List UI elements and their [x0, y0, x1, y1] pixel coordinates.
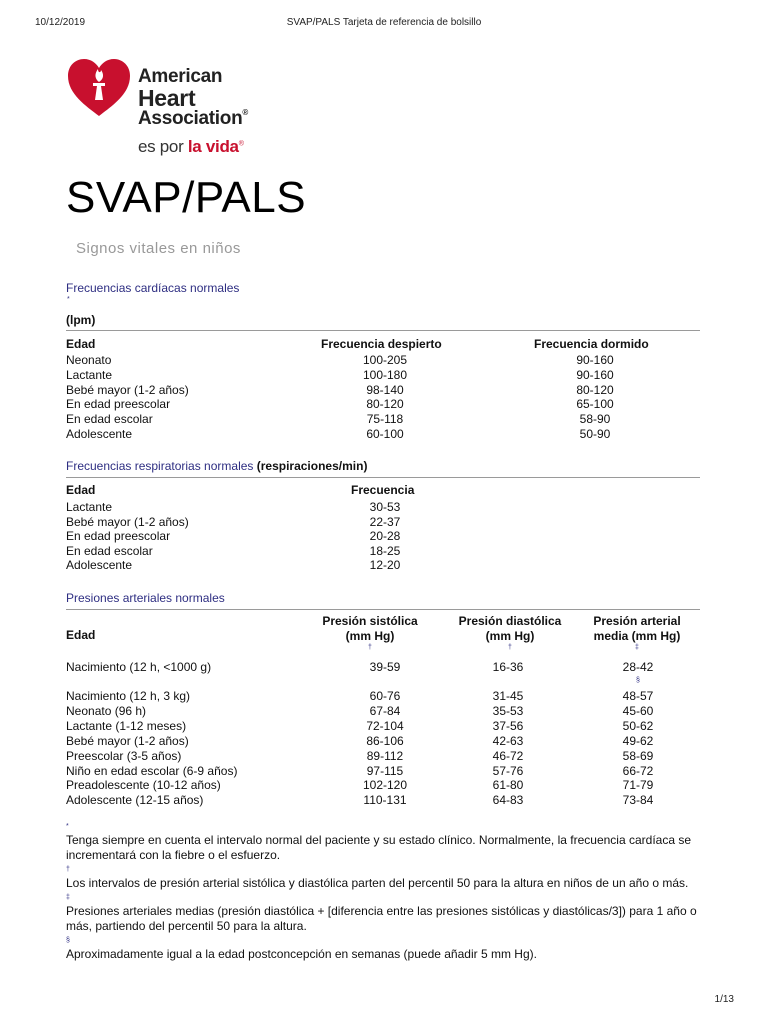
table-cell-systolic: 89-112 [366, 748, 404, 763]
table-row [0, 368, 768, 383]
table-row [0, 749, 768, 764]
footnote-mark: * [66, 823, 69, 830]
table-cell-map: 45-60 [622, 703, 654, 718]
table-row [0, 719, 768, 734]
col-header-awake: Frecuencia despierto [321, 337, 442, 351]
table-cell-rate: 12-20 [369, 558, 401, 573]
col-header-asleep: Frecuencia dormido [534, 337, 649, 351]
table-cell-systolic: 102-120 [362, 778, 408, 793]
systolic-footnote-mark: † [368, 644, 372, 651]
col-header-age: Edad [66, 337, 96, 351]
divider [66, 330, 700, 331]
table-cell-systolic: 86-106 [366, 733, 404, 748]
table-row [0, 397, 768, 412]
footnote-mark: § [66, 937, 70, 944]
resp-rate-section-title: Frecuencias respiratorias normales (respiraciones/min) [66, 459, 368, 473]
table-cell-age: Preadolescente (10-12 años) [66, 778, 221, 793]
footnote-text: Tenga siempre en cuenta el intervalo normal del paciente y su estado clínico. Normalmente, la frecuencia cardíaca se incrementará con la fiebre o el esfuerzo. [66, 833, 692, 862]
table-cell-age: Adolescente [66, 427, 133, 441]
footnote-text: Los intervalos de presión arterial sistólica y diastólica parten del percentil 50 para la altura en niños de un año o más. [66, 876, 689, 890]
table-cell-map: 49-62 [622, 733, 654, 748]
table-cell-systolic: 60-76 [369, 689, 401, 703]
table-row [0, 689, 768, 704]
table-cell-asleep: 90-160 [576, 353, 614, 367]
table-cell-age: Neonato [66, 353, 112, 367]
logo-line-heart: Heart [138, 85, 196, 111]
table-cell-age: En edad preescolar [66, 529, 171, 544]
col-header-systolic: Presión sistólica (mm Hg) [322, 614, 418, 643]
heart-rate-section-title: Frecuencias cardíacas normales [66, 281, 240, 295]
page-subtitle: Signos vitales en niños [76, 240, 241, 257]
table-row [0, 704, 768, 719]
table-cell-age: Bebé mayor (1-2 años) [66, 382, 189, 397]
col-header-map: Presión arterial media (mm Hg) [593, 614, 681, 643]
table-cell-age: Nacimiento (12 h, <1000 g) [66, 660, 212, 674]
table-cell-awake: 98-140 [366, 382, 404, 397]
table-cell-diastolic: 35-53 [492, 703, 524, 718]
table-cell-age: Nacimiento (12 h, 3 kg) [66, 689, 191, 703]
table-cell-map: 28-42 [622, 660, 654, 674]
table-cell-age: Preescolar (3-5 años) [66, 748, 182, 763]
table-cell-age: Bebé mayor (1-2 años) [66, 733, 189, 748]
table-cell-diastolic: 61-80 [492, 778, 524, 793]
table-cell-diastolic: 31-45 [492, 689, 524, 703]
heart-rate-footnote-mark: * [67, 296, 70, 303]
table-cell-age: Lactante (1-12 meses) [66, 718, 187, 733]
logo-line-association: Association® [138, 108, 249, 129]
table-row [0, 529, 768, 544]
table-cell-map: 58-69 [622, 748, 654, 763]
table-cell-map: 48-57 [622, 689, 654, 703]
table-cell-rate: 18-25 [369, 543, 401, 558]
footnote [66, 866, 706, 891]
table-cell-age: Adolescente (12-15 años) [66, 793, 204, 808]
logo-line-american: American [138, 66, 223, 87]
table-row [0, 353, 768, 368]
table-cell-systolic: 67-84 [369, 703, 401, 718]
table-cell-rate: 20-28 [369, 529, 401, 544]
table-cell-age: En edad escolar [66, 543, 153, 558]
table-row [0, 778, 768, 793]
diastolic-footnote-mark: † [508, 644, 512, 651]
table-row [0, 734, 768, 749]
table-cell-asleep: 80-120 [576, 382, 614, 397]
table-cell-awake: 100-205 [362, 353, 408, 367]
page-title: SVAP/PALS [66, 173, 307, 222]
print-date: 10/12/2019 [35, 17, 86, 28]
table-cell-age: En edad preescolar [66, 397, 171, 412]
table-row [0, 427, 768, 442]
footnote [66, 823, 706, 863]
bp-section-title: Presiones arteriales normales [66, 591, 225, 605]
table-row [0, 500, 768, 515]
footnote-mark: † [66, 866, 70, 873]
col-header-diastolic: Presión diastólica (mm Hg) [458, 614, 562, 643]
col-header-age: Edad [66, 628, 96, 642]
table-cell-rate: 30-53 [369, 500, 401, 514]
footnote-text: Aproximadamente igual a la edad postconcepción en semanas (puede añadir 5 mm Hg). [66, 947, 537, 961]
table-cell-age: Bebé mayor (1-2 años) [66, 514, 189, 529]
table-cell-diastolic: 42-63 [492, 733, 524, 748]
table-row [0, 515, 768, 530]
table-cell-diastolic: 37-56 [492, 718, 524, 733]
footnotes [66, 820, 706, 962]
table-cell-systolic: 72-104 [366, 718, 404, 733]
col-header-rate: Frecuencia [351, 483, 415, 497]
table-cell-age: Adolescente [66, 558, 133, 573]
table-cell-map: 66-72 [622, 763, 654, 778]
table-cell-asleep: 90-160 [576, 367, 614, 382]
col-header-age: Edad [66, 483, 96, 497]
footnote-text: Presiones arteriales medias (presión diastólica + [diferencia entre las presiones sistólicas y diastólicas/3]) para 1 año o más, partiendo del percentil 50 para la altura. [66, 904, 697, 933]
map-footnote-mark: § [636, 677, 640, 684]
table-cell-age: Lactante [66, 500, 113, 514]
table-cell-asleep: 65-100 [576, 397, 614, 412]
table-cell-age: Neonato (96 h) [66, 703, 147, 718]
table-cell-awake: 75-118 [366, 412, 404, 427]
table-row [0, 558, 768, 573]
table-cell-awake: 80-120 [366, 397, 404, 412]
table-cell-diastolic: 16-36 [492, 660, 524, 674]
table-cell-awake: 100-180 [362, 367, 408, 382]
logo-tagline: es por la vida® [138, 137, 244, 156]
heart-rate-unit: (lpm) [66, 313, 96, 327]
table-cell-map: 50-62 [622, 718, 654, 733]
divider [66, 477, 700, 478]
map-footnote-mark: ‡ [635, 644, 639, 651]
table-cell-diastolic: 57-76 [492, 763, 524, 778]
table-cell-systolic: 97-115 [366, 763, 404, 778]
page-number: 1/13 [714, 994, 734, 1005]
table-row [0, 764, 768, 779]
table-cell-map: 73-84 [622, 793, 654, 808]
table-row [0, 793, 768, 808]
table-cell-diastolic: 64-83 [492, 793, 524, 808]
footnote [66, 937, 706, 962]
table-cell-map: 71-79 [622, 778, 654, 793]
aha-heart-torch-icon [66, 56, 132, 118]
table-cell-age: Niño en edad escolar (6-9 años) [66, 763, 238, 778]
table-cell-asleep: 58-90 [579, 412, 611, 427]
table-cell-systolic: 39-59 [369, 660, 401, 674]
footnote [66, 894, 706, 934]
table-row [0, 383, 768, 398]
print-doc-title: SVAP/PALS Tarjeta de referencia de bolsillo [286, 17, 482, 28]
table-cell-rate: 22-37 [369, 514, 401, 529]
footnote-mark: ‡ [66, 894, 70, 901]
divider [66, 609, 700, 610]
table-cell-systolic: 110-131 [363, 793, 407, 808]
table-cell-age: Lactante [66, 367, 113, 382]
table-cell-age: En edad escolar [66, 412, 153, 427]
table-row [0, 412, 768, 427]
table-row [0, 544, 768, 559]
table-cell-awake: 60-100 [366, 427, 404, 441]
table-cell-diastolic: 46-72 [492, 748, 524, 763]
table-cell-asleep: 50-90 [579, 427, 611, 441]
